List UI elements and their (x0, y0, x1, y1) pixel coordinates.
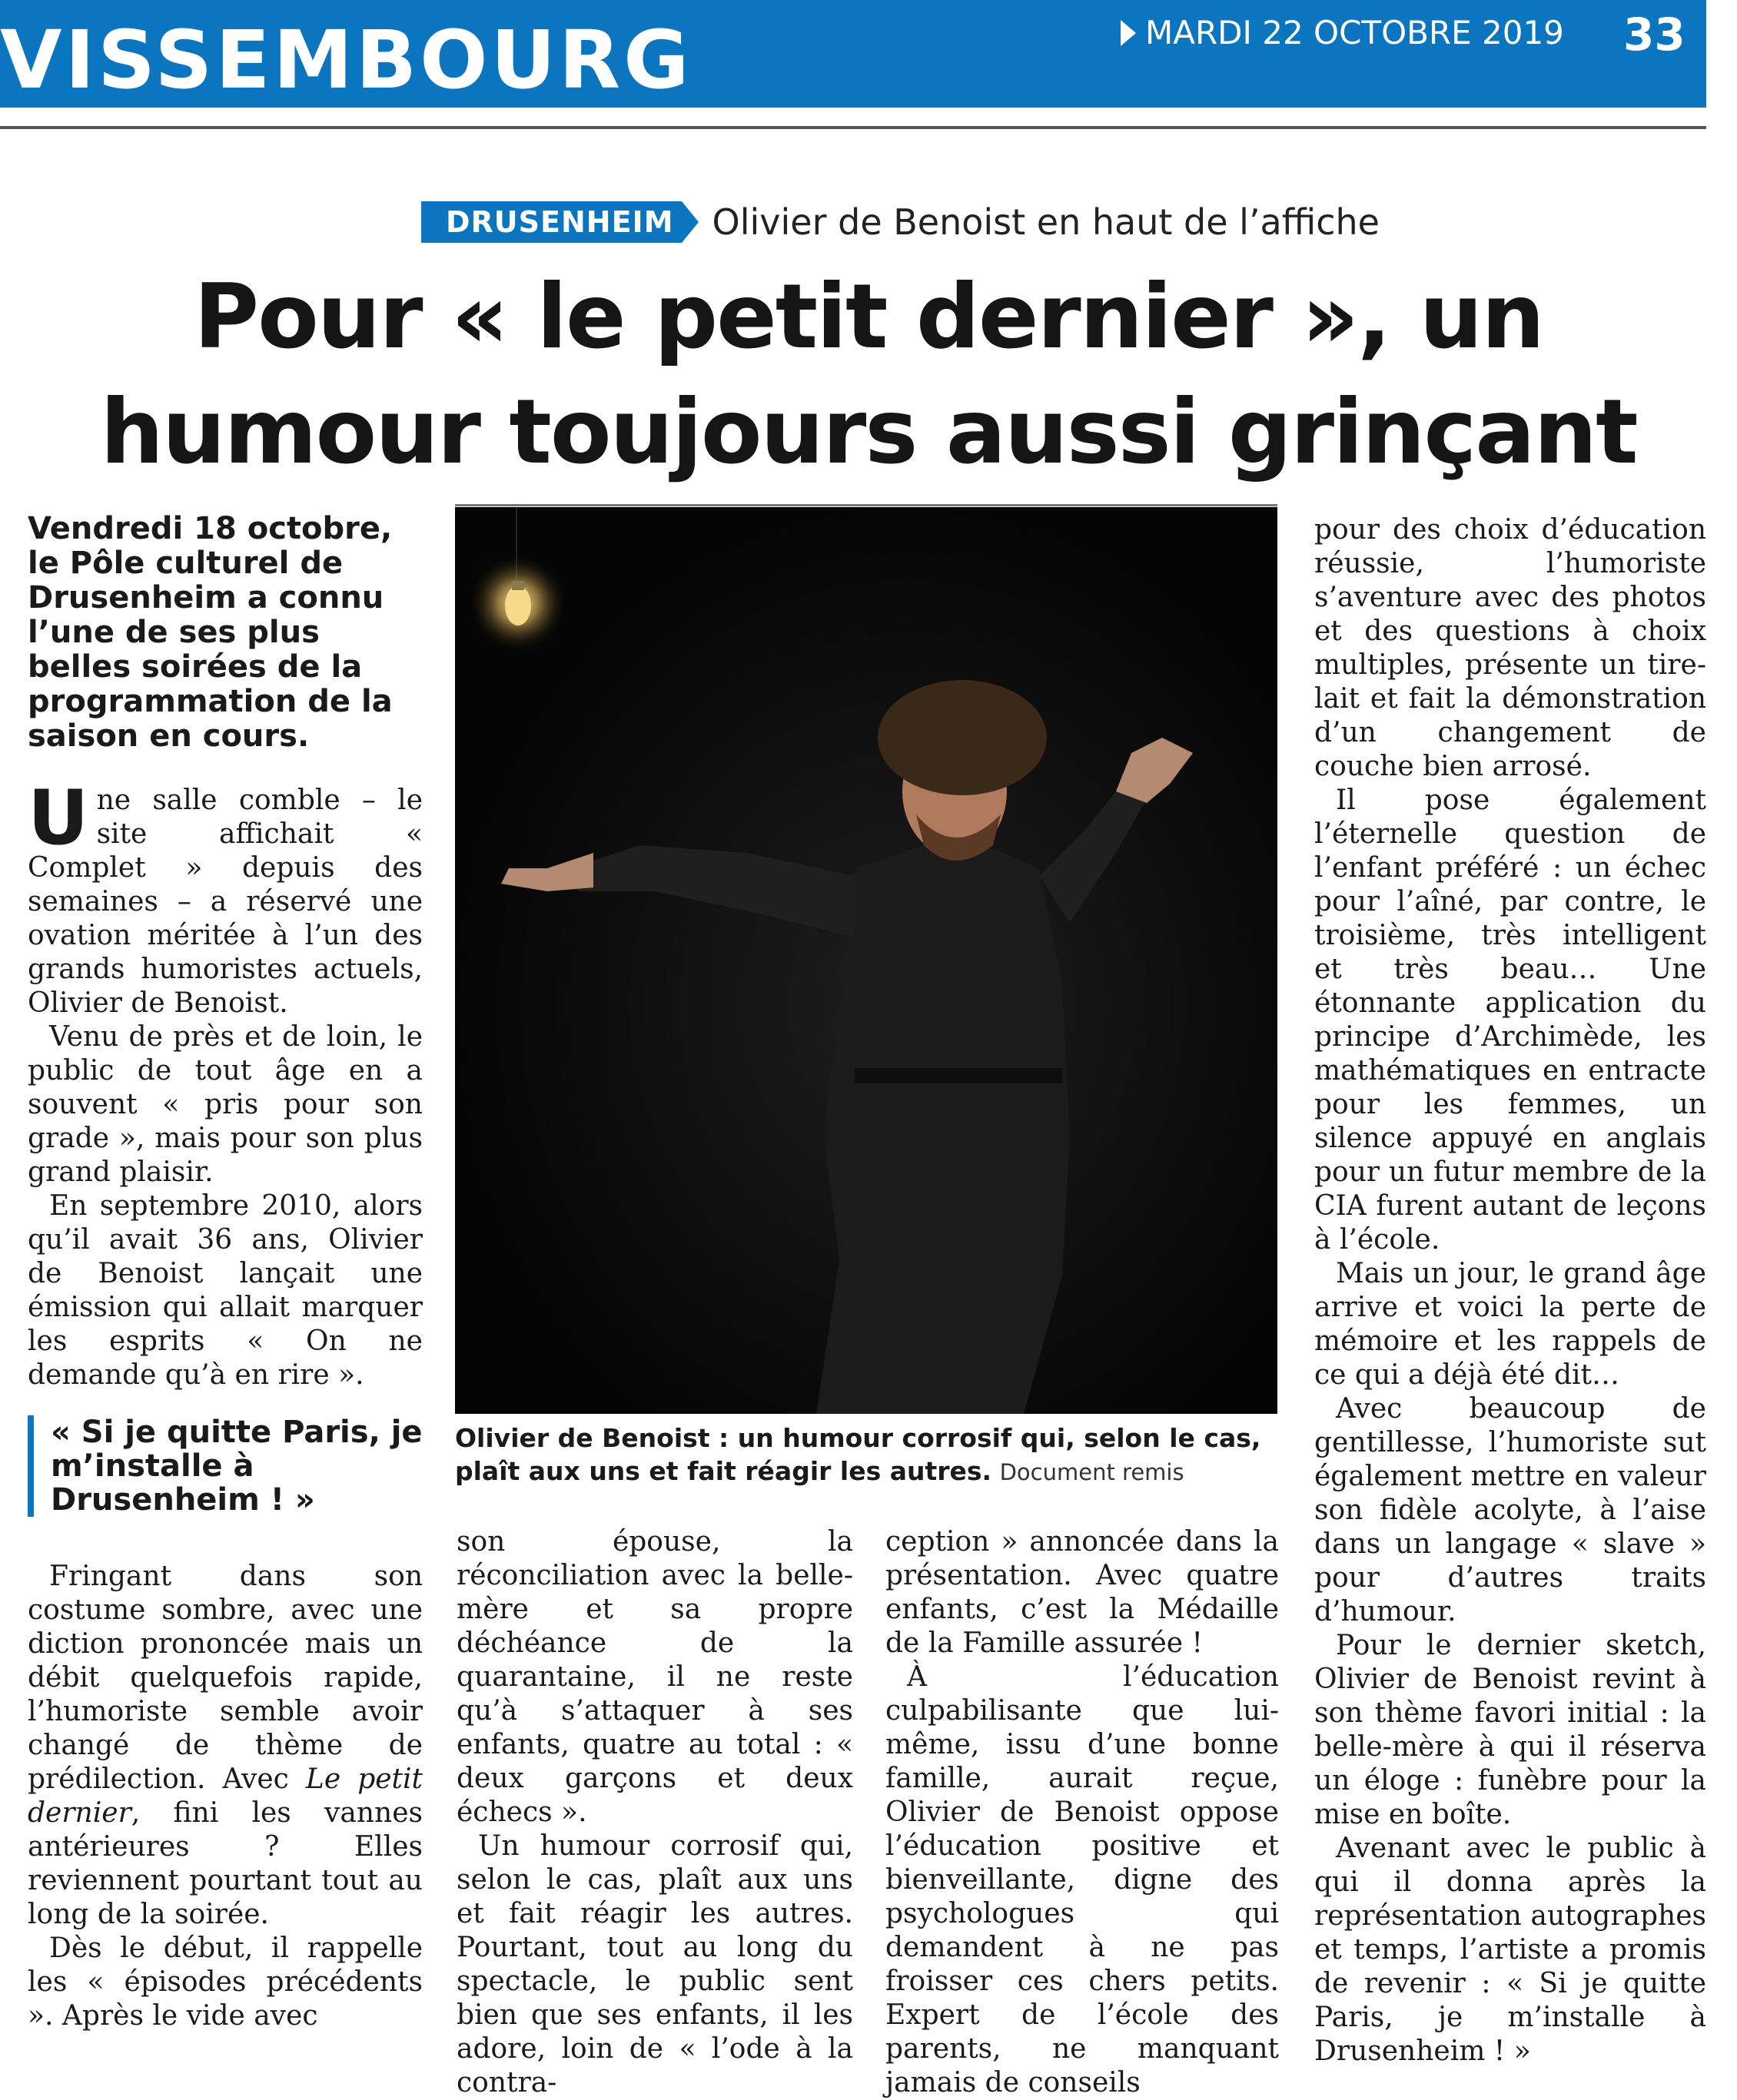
header-divider (0, 126, 1706, 129)
date-line (1121, 14, 1564, 52)
kicker-subtitle: Olivier de Benoist en haut de l’affiche (712, 201, 1380, 243)
article-column-4 (1314, 513, 1706, 2068)
headline-line-2: humour toujours aussi grinçant (100, 380, 1637, 484)
paragraph: Mais un jour, le grand âge arrive et voici la perte de mémoire et les rappels de ce qui a déjà été dit… (1314, 1258, 1706, 1391)
article-headline (0, 260, 1737, 490)
section-title: VISSEMBOURG (0, 13, 692, 107)
page-number: 33 (1623, 8, 1686, 61)
show-title: Le petit dernier (28, 1763, 423, 1829)
article-lead: Vendredi 18 octobre, le Pôle culturel de Drusenheim a connu l’une de ses plus belles soirées de la programmation de la saison en cours. (28, 511, 393, 754)
headline-line-1: Pour « le petit dernier », un (194, 265, 1543, 369)
issue-date: MARDI 22 OCTOBRE 2019 (1145, 14, 1564, 51)
paragraph: ception » annoncée dans la présentation. Avec quatre enfants, c’est la Médaille de la Famille assurée ! (885, 1526, 1279, 1659)
paragraph: Venu de près et de loin, le public de tout âge en a souvent « pris pour son grade », mais pour son plus grand plaisir. (28, 1021, 423, 1188)
paragraph-text: , fini les vannes antérieures ? Elles reviennent pourtant tout au long de la soirée. (28, 1797, 423, 1930)
paragraph-text: Fringant dans son costume sombre, avec une diction prononcée mais un débit quelquefois rapide, l’humoriste semble avoir changé de thème de prédilection. Avec (28, 1561, 423, 1795)
paragraph: son épouse, la réconciliation avec la belle-mère et sa propre déchéance de la quarantaine, il ne reste qu’à s’attaquer à ses enfants, quatre au total : « deux garçons et deux échecs ». (457, 1526, 853, 1828)
photo-caption (455, 1422, 1300, 1489)
photo-credit: Document remis (999, 1459, 1184, 1485)
article-photo (455, 507, 1277, 1414)
paragraph (28, 1560, 423, 1932)
photo-top-rule (455, 504, 1277, 506)
paragraph: pour des choix d’éducation réussie, l’humoriste s’aventure avec des photos et des questions à choix multiples, présente un tire-lait et fait la démonstration d’un changement de couche bien arrosé. (1314, 514, 1706, 782)
chevron-right-icon (1121, 20, 1136, 46)
caption-text: Olivier de Benoist : un humour corrosif qui, selon le cas, plaît aux uns et fait réagir les autres. (455, 1423, 1261, 1486)
paragraph: En septembre 2010, alors qu’il avait 36 ans, Olivier de Benoist lançait une émission qui allait marquer les esprits « On ne demande qu’à en rire ». (28, 1190, 423, 1391)
paragraph: Avenant avec le public à qui il donna après la représentation autographes et temps, l’artiste a promis de revenir : « Si je quitte Paris, je m’installe à Drusenheim ! » (1314, 1833, 1706, 2067)
paragraph: À l’éducation culpabilisante que lui-même, issu d’une bonne famille, aurait reçue, Olivier de Benoist oppose l’éducation positive et bienveillante, digne des psychologues qui demandent à ne pas froisser ces chers petits. Expert de l’école des parents, ne manquant jamais de conseils (885, 1661, 1279, 2098)
pull-quote: « Si je quitte Paris, je m’installe à Drusenheim ! » (28, 1415, 450, 1517)
article-column-3 (885, 1525, 1279, 2100)
comedian-on-stage-image (455, 507, 1277, 1414)
article-column-1 (28, 775, 423, 1392)
paragraph: Dès le début, il rappelle les « épisodes précédents ». Après le vide avec (28, 1932, 423, 2032)
article-kicker (421, 201, 1380, 243)
kicker-place: DRUSENHEIM (421, 201, 682, 243)
paragraph: Il pose également l’éternelle question de l’enfant préféré : un échec pour l’aîné, par contre, le troisième, très intelligent et très beau… Une étonnante application du principe d’Archimède, les mathématiques en entracte pour les femmes, un silence appuyé en anglais pour un futur membre de la CIA furent autant de leçons à l’école. (1314, 785, 1706, 1256)
article-column-2 (457, 1525, 853, 2100)
paragraph-text: ne salle comble – le site affichait « Complet » depuis des semaines – a réservé une ovation méritée à l’un des grands humoristes actuels, Olivier de Benoist. (28, 785, 423, 1019)
paragraph: Un humour corrosif qui, selon le cas, plaît aux uns et fait réagir les autres. Pourtant, tout au long du spectacle, le public sent bien que ses enfants, il les adore, loin de « l’ode à la contra- (457, 1830, 853, 2098)
section-header-band (0, 0, 1706, 108)
paragraph: Avec beaucoup de gentillesse, l’humoriste sut également mettre en valeur son fidèle acolyte, à l’aise dans un langage « slave » pour d’autres traits d’humour. (1314, 1393, 1706, 1627)
paragraph (28, 775, 423, 1020)
article-column-1-continued (28, 1560, 423, 2033)
kicker-arrow-icon (682, 201, 699, 243)
drop-cap: U (28, 775, 89, 862)
paragraph: Pour le dernier sketch, Olivier de Benoist revint à son thème favori initial : la belle-mère à qui il réserva un éloge : funèbre pour la mise en boîte. (1314, 1630, 1706, 1830)
